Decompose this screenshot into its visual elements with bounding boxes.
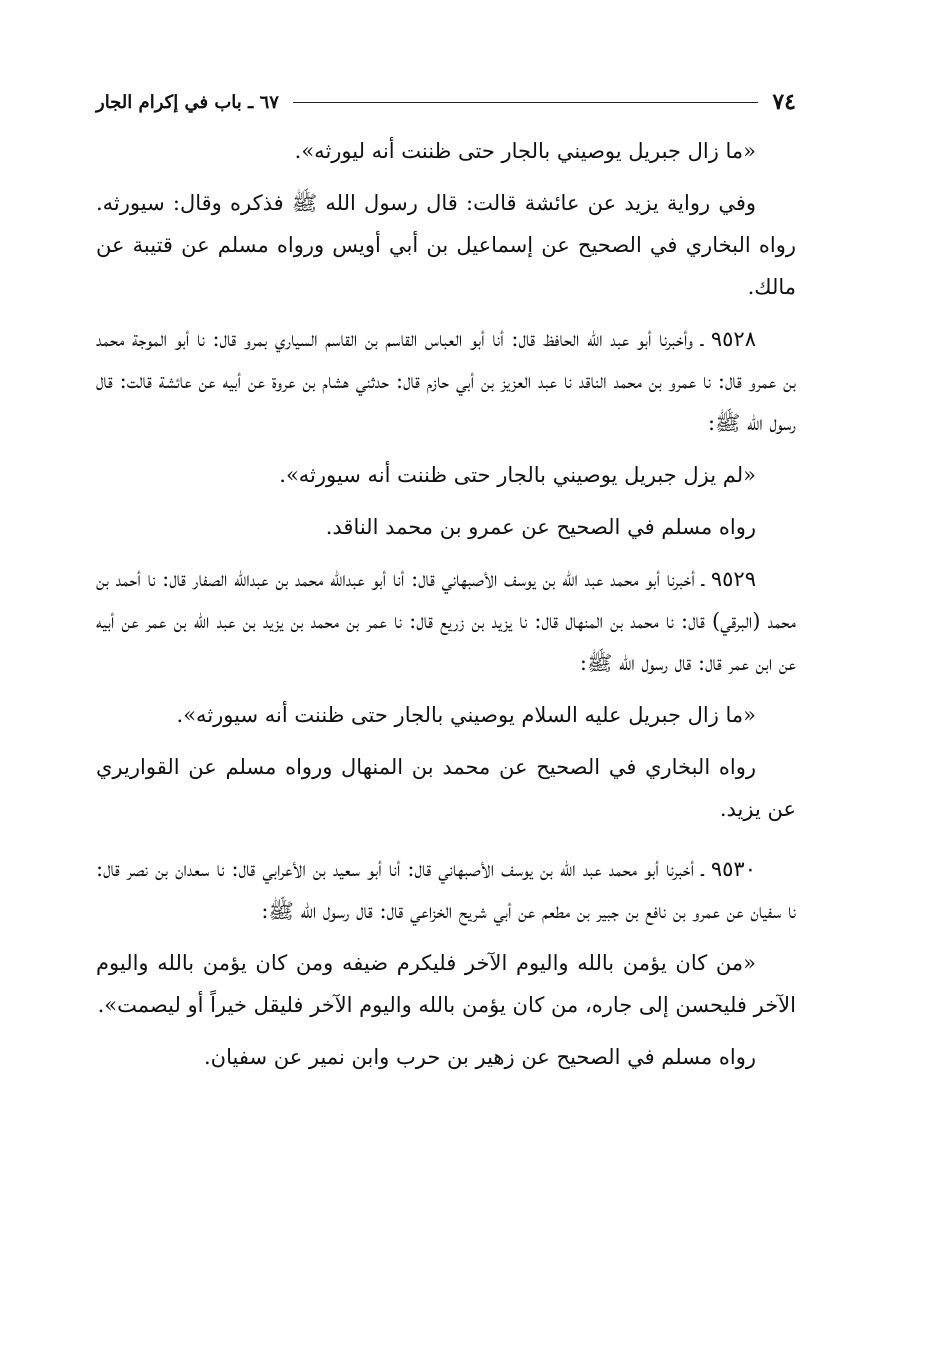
hadith-quote: «ما زال جبريل عليه السلام يوصيني بالجار حتى ظننت أنه سيورثه». bbox=[176, 703, 756, 727]
book-page bbox=[96, 82, 796, 1322]
hadith-chain-9529: ٩٥٢٩ ـ أخبرنا أبو محمد عبد الله بن يوسف الأصبهاني قال: أنا أبو عبدالله محمد بن عبدالله الصفار قال: نا أحمد بن محمد (البرقي) قال: نا محمد بن المنهال قال: نا يزيد بن زريع قال: نا عمر بن محمد بن يزيد بن عبد الله بن عمر عن أبيه عن ابن عمر قال: قال رسول الله ﷺ: bbox=[96, 567, 796, 675]
hadith-quote: «ما زال جبريل يوصيني بالجار حتى ظننت أنه ليورثه». bbox=[294, 139, 756, 163]
hadith-chain-9530: ٩٥٣٠ ـ أخبرنا أبو محمد عبد الله بن يوسف الأصبهاني قال: أنا أبو سعيد بن الأعرابي قال: نا سعدان بن نصر قال: نا سفيان عن عمرو بن نافع بن جبير بن مطعم عن أبي شريح الخزاعي قال: قال رسول الله ﷺ: bbox=[96, 857, 796, 923]
running-title: ٦٧ ـ باب في إكرام الجار bbox=[96, 91, 279, 113]
narration-paragraph: رواه مسلم في الصحيح عن عمرو بن محمد الناقد. bbox=[325, 515, 756, 539]
hadith-quote: «من كان يؤمن بالله واليوم الآخر فليكرم ضيفه ومن كان يؤمن بالله واليوم الآخر فليحسن إلى جاره، من كان يؤمن بالله واليوم الآخر فليقل خيراً أو ليصمت». bbox=[96, 951, 796, 1017]
page-body bbox=[96, 130, 796, 1078]
header-divider bbox=[293, 102, 758, 103]
hadith-quote: «لم يزل جبريل يوصيني بالجار حتى ظننت أنه سيورثه». bbox=[279, 463, 756, 487]
narration-paragraph: رواه مسلم في الصحيح عن زهير بن حرب وابن نمير عن سفيان. bbox=[204, 1045, 756, 1069]
narration-paragraph: رواه البخاري في الصحيح عن محمد بن المنهال ورواه مسلم عن القواريري عن يزيد. bbox=[96, 755, 796, 821]
narration-paragraph: وفي رواية يزيد عن عائشة قالت: قال رسول الله ﷺ فذكره وقال: سيورثه. رواه البخاري في الصحيح عن إسماعيل بن أبي أويس ورواه مسلم عن قتيبة عن مالك. bbox=[96, 191, 796, 299]
page-number: ٧٤ bbox=[772, 89, 796, 115]
page-header bbox=[96, 82, 796, 122]
hadith-chain-9528: ٩٥٢٨ ـ وأخبرنا أبو عبد الله الحافظ قال: أنا أبو العباس القاسم بن القاسم السياري بمرو قال: نا أبو الموجة محمد بن عمرو قال: نا عمرو بن محمد الناقد نا عبد العزيز بن أبي حازم قال: حدثني هشام بن عروة عن أبيه عن عائشة قالت: قال رسول الله ﷺ: bbox=[96, 327, 796, 435]
